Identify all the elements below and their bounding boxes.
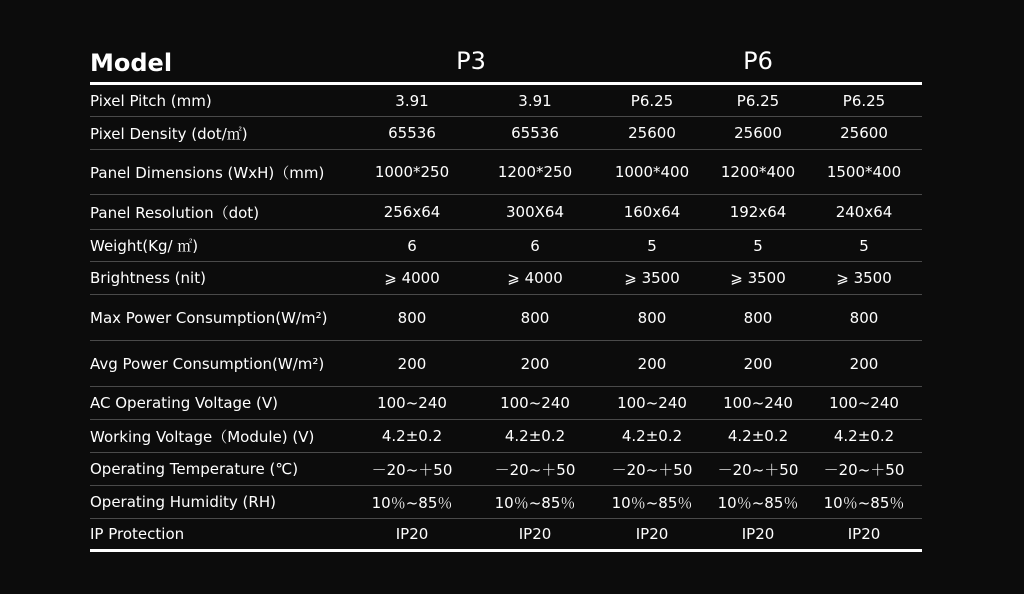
- table-cell: 100~240: [723, 394, 793, 412]
- table-cell: 4.2±0.2: [727, 427, 789, 445]
- table-cell: 200: [743, 354, 773, 373]
- table-cell: ⩾ 3500: [836, 269, 892, 287]
- table-cell: 4.2±0.2: [621, 427, 683, 445]
- table-cell: ⩾ 3500: [730, 269, 786, 287]
- table-cell: IP20: [741, 525, 775, 543]
- group-header-p6: P6: [743, 47, 773, 75]
- row-label: Panel Resolution（dot): [90, 203, 260, 222]
- table-cell: ⩾ 4000: [507, 269, 563, 287]
- table-cell: IP20: [847, 525, 881, 543]
- spec-table: [90, 40, 922, 552]
- table-row: [90, 420, 922, 453]
- table-cell: 10％~85％: [494, 493, 576, 512]
- table-cell: 100~240: [377, 394, 447, 412]
- row-label: Panel Dimensions (WxH)（mm): [90, 163, 325, 182]
- table-row: [90, 453, 922, 486]
- table-cell: ⩾ 3500: [624, 269, 680, 287]
- table-cell: 5: [647, 236, 657, 255]
- row-label: Pixel Density (dot/㎡): [90, 124, 248, 143]
- table-cell: 25600: [734, 124, 782, 142]
- table-cell: 256x64: [383, 203, 441, 221]
- row-label: Avg Power Consumption(W/m²): [90, 354, 325, 373]
- row-label: Brightness (nit): [90, 269, 206, 287]
- table-cell: 100~240: [500, 394, 570, 412]
- table-cell: 100~240: [617, 394, 687, 412]
- table-cell: 800: [520, 308, 550, 327]
- table-header: [90, 40, 922, 85]
- table-cell: 800: [743, 308, 773, 327]
- row-label: IP Protection: [90, 525, 185, 543]
- table-row: [90, 150, 922, 195]
- row-label: AC Operating Voltage (V): [90, 394, 278, 412]
- table-cell: IP20: [518, 525, 552, 543]
- table-cell: －20~＋50: [611, 460, 693, 479]
- row-label: Operating Humidity (RH): [90, 493, 276, 511]
- table-cell: 5: [859, 236, 869, 255]
- table-cell: IP20: [635, 525, 669, 543]
- table-cell: 200: [397, 354, 427, 373]
- table-cell: 4.2±0.2: [833, 427, 895, 445]
- table-cell: 4.2±0.2: [504, 427, 566, 445]
- table-cell: 5: [753, 236, 763, 255]
- table-cell: 25600: [628, 124, 676, 142]
- table-cell: 800: [397, 308, 427, 327]
- table-row: [90, 341, 922, 387]
- table-cell: 1000*250: [374, 163, 450, 181]
- table-cell: 3.91: [395, 91, 429, 110]
- table-cell: 10％~85％: [371, 493, 453, 512]
- table-cell: 65536: [511, 124, 559, 142]
- table-cell: P6.25: [842, 91, 886, 110]
- table-cell: 160x64: [623, 203, 681, 221]
- table-cell: 192x64: [729, 203, 787, 221]
- table-cell: 10％~85％: [823, 493, 905, 512]
- group-header-p3: P3: [456, 47, 486, 75]
- table-cell: 6: [407, 236, 417, 255]
- table-cell: －20~＋50: [717, 460, 799, 479]
- table-cell: 1500*400: [826, 163, 902, 181]
- table-cell: IP20: [395, 525, 429, 543]
- table-row: [90, 117, 922, 150]
- table-cell: 800: [637, 308, 667, 327]
- table-cell: －20~＋50: [823, 460, 905, 479]
- table-cell: 1200*400: [720, 163, 796, 181]
- table-cell: 1000*400: [614, 163, 690, 181]
- table-cell: 6: [530, 236, 540, 255]
- row-label: Pixel Pitch (mm): [90, 91, 212, 110]
- table-cell: P6.25: [736, 91, 780, 110]
- table-row: [90, 295, 922, 341]
- table-cell: 25600: [840, 124, 888, 142]
- table-row: [90, 195, 922, 230]
- table-cell: 240x64: [835, 203, 893, 221]
- table-cell: －20~＋50: [494, 460, 576, 479]
- table-cell: 800: [849, 308, 879, 327]
- table-cell: 200: [849, 354, 879, 373]
- table-cell: P6.25: [630, 91, 674, 110]
- table-cell: 3.91: [518, 91, 552, 110]
- table-cell: 10％~85％: [611, 493, 693, 512]
- row-label: Weight(Kg/ ㎡): [90, 237, 199, 255]
- model-header: Model: [90, 49, 173, 77]
- table-row: [90, 262, 922, 295]
- table-row: [90, 230, 922, 262]
- table-row: [90, 486, 922, 519]
- table-cell: ⩾ 4000: [384, 269, 440, 287]
- table-cell: 100~240: [829, 394, 899, 412]
- table-cell: 4.2±0.2: [381, 427, 443, 445]
- table-cell: 1200*250: [497, 163, 573, 181]
- table-cell: －20~＋50: [371, 460, 453, 479]
- table-row: [90, 85, 922, 117]
- table-row: [90, 387, 922, 420]
- row-label: Working Voltage（Module) (V): [90, 427, 315, 446]
- row-label: Max Power Consumption(W/m²): [90, 308, 328, 327]
- table-cell: 65536: [388, 124, 436, 142]
- table-cell: 300X64: [506, 203, 564, 221]
- table-cell: 200: [520, 354, 550, 373]
- table-cell: 200: [637, 354, 667, 373]
- table-cell: 10％~85％: [717, 493, 799, 512]
- row-label: Operating Temperature (℃): [90, 460, 299, 478]
- table-row: [90, 519, 922, 552]
